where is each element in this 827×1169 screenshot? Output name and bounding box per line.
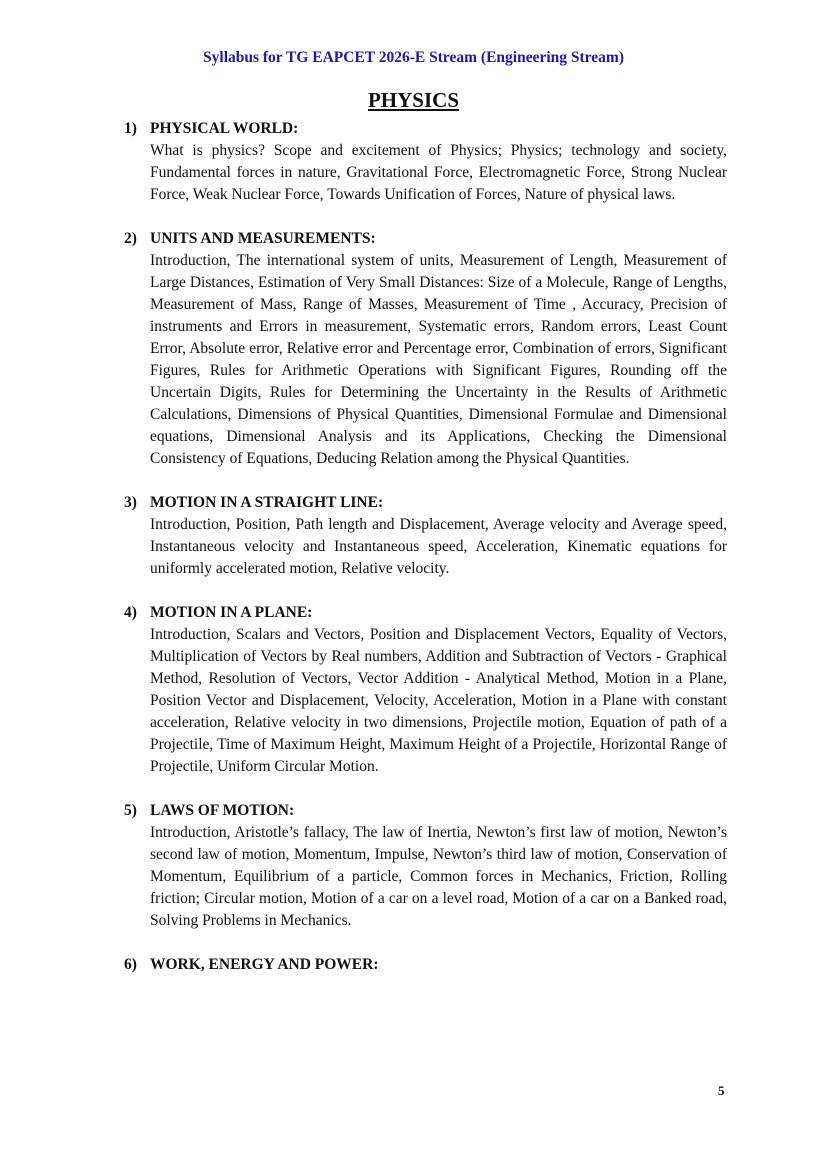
section-body: Introduction, Scalars and Vectors, Position and Displacement Vectors, Equality of Vectors, Multiplication of Vectors by Real numbers, Addition and Subtraction of Vectors - Graphical Method, Resolution of Vectors, Vector Addition - Analytical Method, Motion in a Plane, Position Vector and Displacement, Velocity, Acceleration, Motion in a Plane with constant acceleration, Relative velocity in two dimensions, Projectile motion, Equation of path of a Projectile, Time of Maximum Height, Maximum Height of a Projectile, Horizontal Range of Projectile, Uniform Circular Motion. [150, 626, 727, 775]
section-title: PHYSICAL WORLD: [150, 120, 299, 137]
section-body: Introduction, Aristotle’s fallacy, The law of Inertia, Newton’s first law of motion, Newton’s second law of motion, Momentum, Impulse, Newton’s third law of motion, Conservation of Momentum, Equilibrium of a particle, Common forces in Mechanics, Friction, Rolling friction; Circular motion, Motion of a car on a level road, Motion of a car on a Banked road, Solving Problems in Mechanics. [150, 824, 727, 929]
section-number: 2) [124, 230, 137, 247]
section-body: What is physics? Scope and excitement of Physics; Physics; technology and society, Fundamental forces in nature, Gravitational Force, Electromagnetic Force, Strong Nuclear Force, Weak Nuclear Force, Towards Unification of Forces, Nature of physical laws. [150, 142, 727, 203]
section-motion-plane [124, 602, 727, 778]
section-title: MOTION IN A STRAIGHT LINE: [150, 494, 384, 511]
section-heading [124, 954, 727, 976]
section-title: UNITS AND MEASUREMENTS: [150, 230, 376, 247]
section-heading [124, 800, 727, 822]
page-title: PHYSICS [367, 88, 460, 112]
section-laws-of-motion [124, 800, 727, 932]
section-heading [124, 118, 727, 140]
section-heading [124, 602, 727, 624]
section-units-and-measurements [124, 228, 727, 470]
section-motion-straight-line [124, 492, 727, 580]
section-body: Introduction, The international system of units, Measurement of Length, Measurement of Large Distances, Estimation of Very Small Distances: Size of a Molecule, Range of Lengths, Measurement of Mass, Range of Masses, Measurement of Time , Accuracy, Precision of instruments and Errors in measurement, Systematic errors, Random errors, Least Count Error, Absolute error, Relative error and Percentage error, Combination of errors, Significant Figures, Rules for Arithmetic Operations with Significant Figures, Rounding off the Uncertain Digits, Rules for Determining the Uncertainty in the Results of Arithmetic Calculations, Dimensions of Physical Quantities, Dimensional Formulae and Dimensional equations, Dimensional Analysis and its Applications, Checking the Dimensional Consistency of Equations, Deducing Relation among the Physical Quantities. [150, 252, 727, 467]
page-number: 5 [718, 1083, 725, 1098]
section-number: 1) [124, 120, 137, 137]
section-number: 3) [124, 494, 137, 511]
section-title: LAWS OF MOTION: [150, 802, 295, 819]
syllabus-sections [124, 118, 727, 998]
section-number: 6) [124, 956, 137, 973]
section-number: 4) [124, 604, 137, 621]
document-header: Syllabus for TG EAPCET 2026-E Stream (Engineering Stream) [203, 49, 624, 66]
section-body: Introduction, Position, Path length and Displacement, Average velocity and Average speed, Instantaneous velocity and Instantaneous speed, Acceleration, Kinematic equations for uniformly accelerated motion, Relative velocity. [150, 516, 727, 577]
section-work-energy-power [124, 954, 727, 976]
section-title: MOTION IN A PLANE: [150, 604, 313, 621]
section-physical-world [124, 118, 727, 206]
section-heading [124, 492, 727, 514]
section-heading [124, 228, 727, 250]
section-title: WORK, ENERGY AND POWER: [150, 956, 379, 973]
section-number: 5) [124, 802, 137, 819]
